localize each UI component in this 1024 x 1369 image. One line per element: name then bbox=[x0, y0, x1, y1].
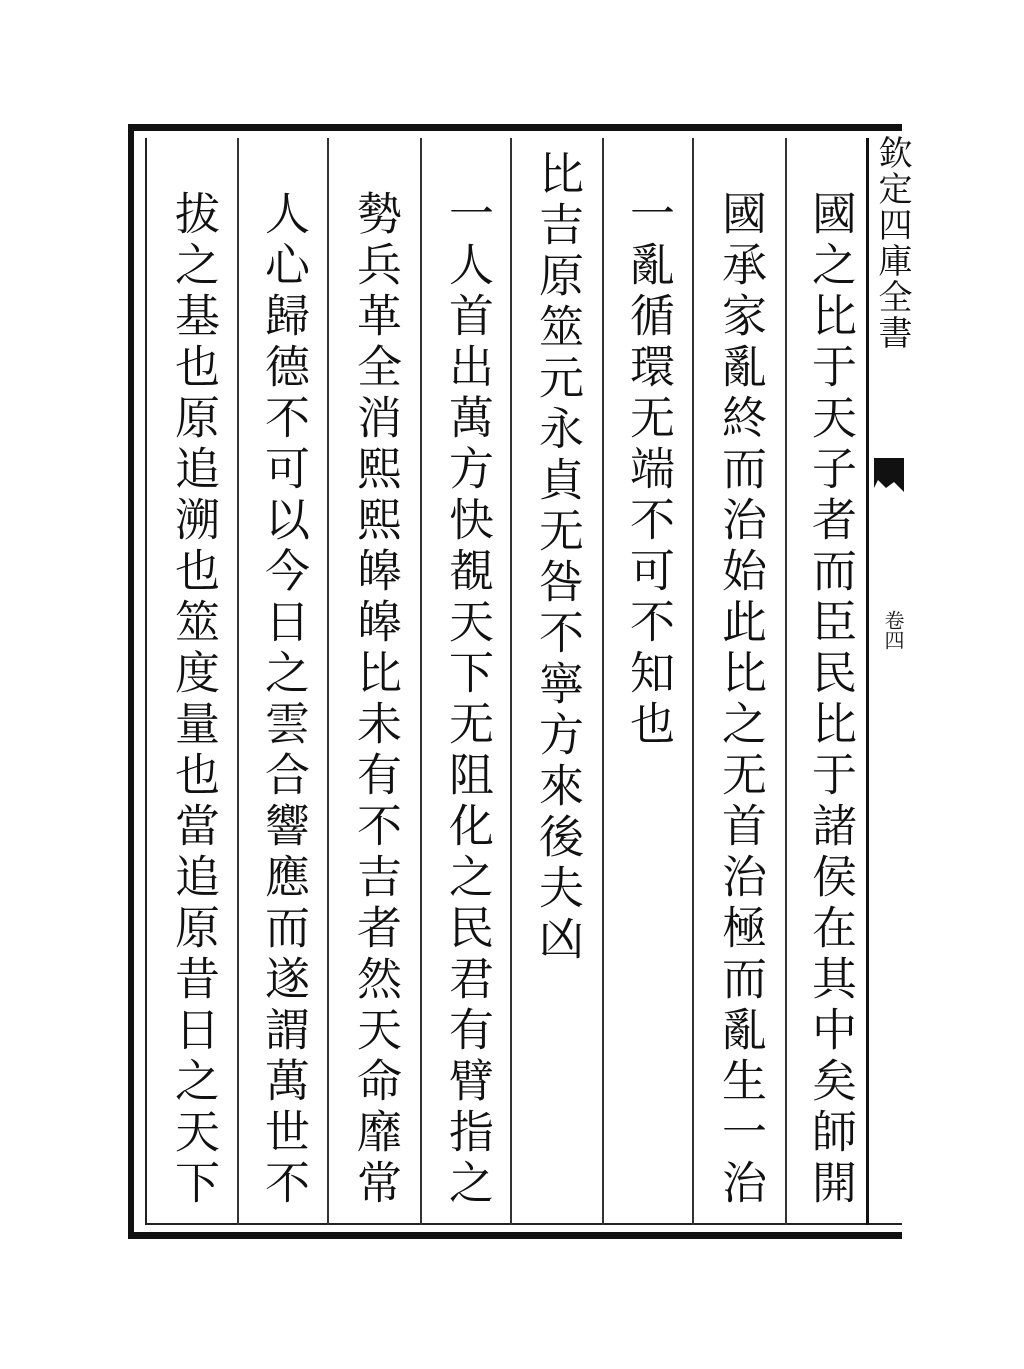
frame-bottom-border bbox=[130, 1232, 902, 1239]
banxin-rule bbox=[866, 138, 869, 1225]
text-column: 拔之基也原追溯也筮度量也當追原昔日之天下 bbox=[167, 190, 220, 1210]
text-column: 人心歸德不可以今日之雲合響應而遂謂萬世不 bbox=[257, 190, 310, 1210]
text-column: 國承家亂終而治始此比之无首治極而亂生一治 bbox=[714, 190, 767, 1210]
column-rule bbox=[420, 138, 422, 1225]
column-rule bbox=[237, 138, 239, 1225]
column-rule bbox=[510, 138, 512, 1225]
frame-left-border bbox=[128, 124, 134, 1239]
fishtail-mark-icon bbox=[872, 458, 904, 492]
frame-top-border bbox=[130, 124, 902, 131]
frame-inner-left-line bbox=[145, 138, 147, 1224]
column-rule bbox=[602, 138, 604, 1225]
text-column: 一亂循環无端不可不知也 bbox=[622, 190, 675, 751]
column-rule bbox=[785, 138, 787, 1225]
text-column: 國之比于天子者而臣民比于諸侯在其中矣師開 bbox=[804, 190, 857, 1210]
text-column: 一人首出萬方快覩天下无阻化之民君有臂指之 bbox=[441, 190, 494, 1210]
frame-inner-bottom-line bbox=[145, 1223, 902, 1225]
banxin-title: 欽定四庫全書 bbox=[872, 135, 912, 351]
text-column: 勢兵革全消熙熙皞皞比未有不吉者然天命靡常 bbox=[349, 190, 402, 1210]
column-rule bbox=[327, 138, 329, 1225]
volume-label: 卷四 bbox=[881, 610, 905, 650]
column-rule bbox=[692, 138, 694, 1225]
text-column: 比吉原筮元永貞无咎不寧方來後夫凶 bbox=[531, 150, 584, 966]
